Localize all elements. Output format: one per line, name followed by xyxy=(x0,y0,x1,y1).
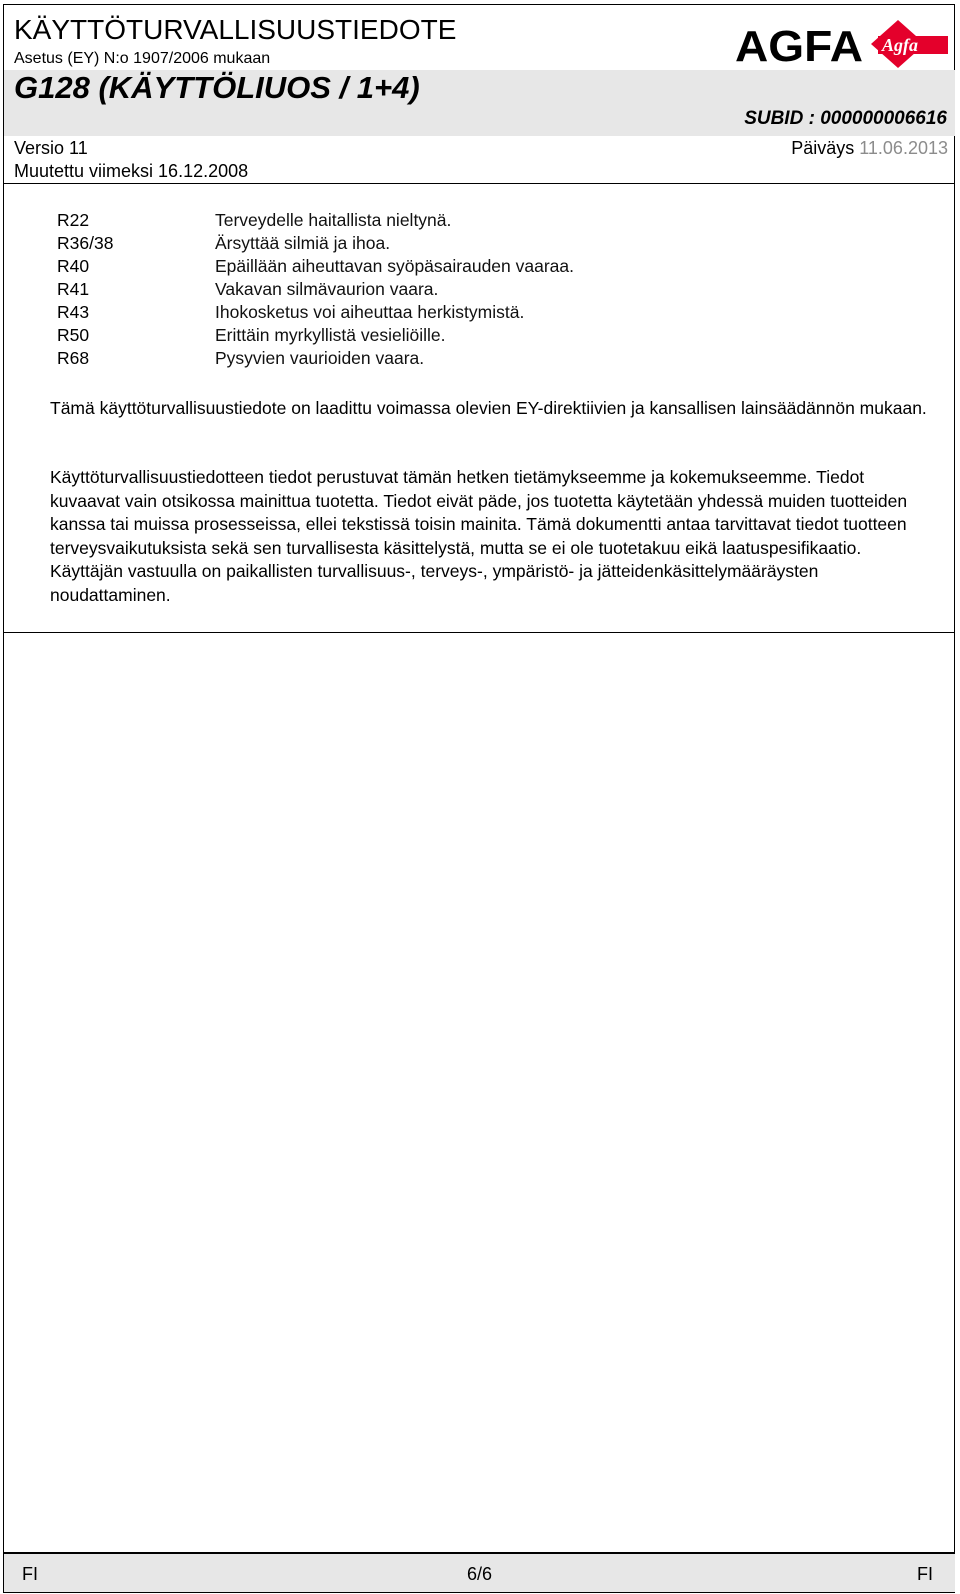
page-number: 6/6 xyxy=(467,1564,493,1584)
footer xyxy=(4,1552,955,1592)
issue-date xyxy=(791,138,948,159)
risk-phrase-code: R68 xyxy=(57,348,90,368)
logo-wordmark: AGFA xyxy=(735,22,863,70)
risk-phrase-row xyxy=(57,232,574,255)
risk-phrase-code: R43 xyxy=(57,302,90,322)
risk-phrase-text: Terveydelle haitallista nieltynä. xyxy=(215,210,452,230)
risk-phrase-code: R41 xyxy=(57,279,90,299)
risk-phrase-row xyxy=(57,324,574,347)
header-divider xyxy=(4,183,955,184)
product-name: G128 (KÄYTTÖLIUOS / 1+4) xyxy=(14,70,420,105)
footer-language-right: FI xyxy=(917,1564,933,1584)
risk-phrase-row xyxy=(57,209,574,232)
disclaimer-paragraph: Käyttöturvallisuustiedotteen tiedot perustuvat tämän hetken tietämykseemme ja kokemukseemme. Tiedot kuvaavat vain otsikossa mainittua tuotetta. Tiedot eivät päde, jos tuotetta käytetään yhdessä muiden tuotteiden kanssa tai muissa prosesseissa, ellei tekstissä toisin mainita. Tämä dokumentti antaa tarvittavat tiedot tuotteen terveysvaikutuksista sekä sen turvallisesta käsittelystä, mutta se ei ole tuotetakuu eikä laatuspesifikaatio. Käyttäjän vastuulla on paikallisten turvallisuus-, terveys-, ympäristö- ja jätteidenkäsittelymääräysten noudattaminen. xyxy=(50,467,908,605)
risk-phrase-code: R40 xyxy=(57,256,90,276)
risk-phrase-code: R36/38 xyxy=(57,233,114,253)
compliance-paragraph: Tämä käyttöturvallisuustiedote on laadittu voimassa olevien EY-direktiivien ja kansallisen lainsäädännön mukaan. xyxy=(50,398,927,418)
last-modified: Muutettu viimeksi 16.12.2008 xyxy=(14,161,249,181)
agfa-logo xyxy=(735,18,948,70)
document-title: KÄYTTÖTURVALLISUUSTIEDOTE xyxy=(14,14,457,45)
date-label: Päiväys xyxy=(791,138,855,158)
risk-phrase-text: Erittäin myrkyllistä vesieliöille. xyxy=(215,325,446,345)
risk-phrase-code: R50 xyxy=(57,325,90,345)
risk-phrase-text: Ihokosketus voi aiheuttaa herkistymistä. xyxy=(215,302,525,322)
logo-badge-text: Agfa xyxy=(882,35,918,55)
subid: SUBID : 000000006616 xyxy=(744,108,947,129)
risk-phrase-code: R22 xyxy=(57,210,90,230)
regulation-line: Asetus (EY) N:o 1907/2006 mukaan xyxy=(14,50,271,67)
section-end-divider xyxy=(4,632,955,633)
version: Versio 11 xyxy=(14,138,88,158)
date-value: 11.06.2013 xyxy=(859,138,948,158)
risk-phrase-row xyxy=(57,278,574,301)
risk-phrase-row xyxy=(57,301,574,324)
risk-phrase-text: Epäillään aiheuttavan syöpäsairauden vaaraa. xyxy=(215,256,575,276)
footer-language-left: FI xyxy=(22,1564,38,1584)
risk-phrase-text: Ärsyttää silmiä ja ihoa. xyxy=(215,233,391,253)
risk-phrase-list xyxy=(57,209,574,370)
risk-phrase-text: Pysyvien vaurioiden vaara. xyxy=(215,348,425,368)
risk-phrase-text: Vakavan silmävaurion vaara. xyxy=(215,279,439,299)
risk-phrase-row xyxy=(57,347,574,370)
risk-phrase-row xyxy=(57,255,574,278)
